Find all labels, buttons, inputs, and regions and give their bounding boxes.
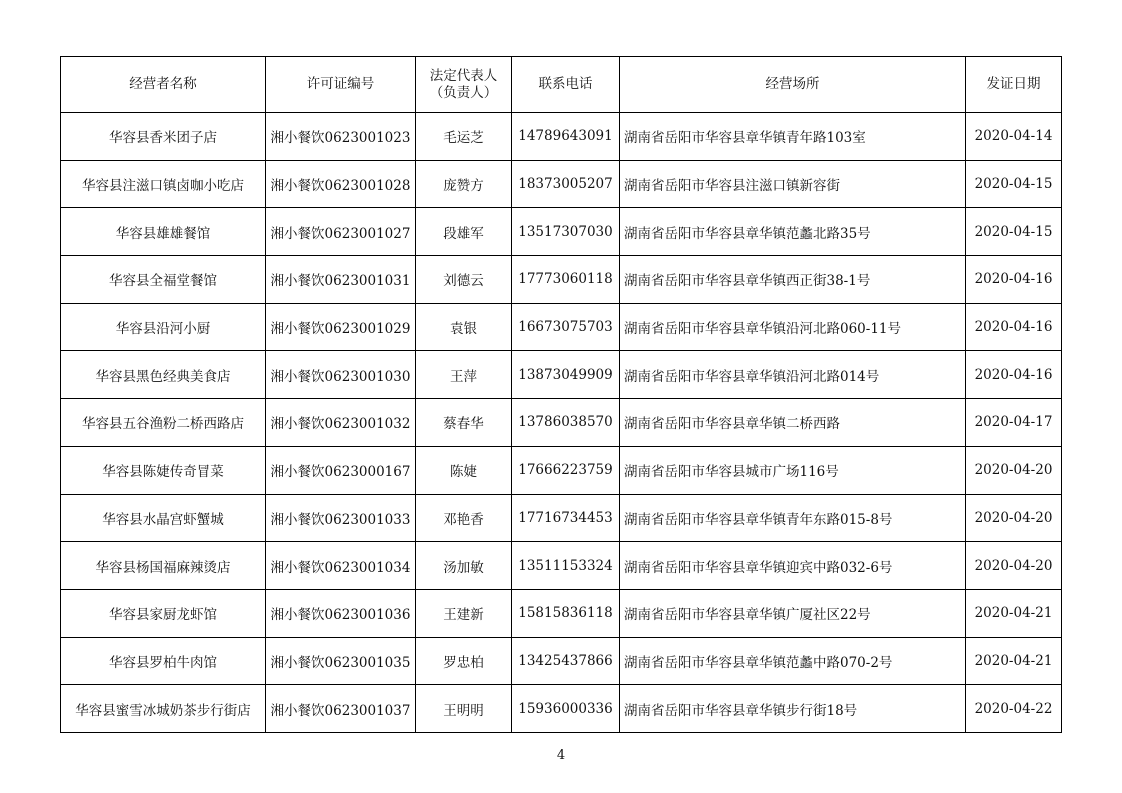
cell-date: 2020-04-15 [966,160,1062,208]
cell-date: 2020-04-21 [966,589,1062,637]
cell-address: 湖南省岳阳市华容县章华镇二桥西路 [620,399,966,447]
cell-phone: 13511153324 [512,542,620,590]
cell-address: 湖南省岳阳市华容县章华镇范蠡北路35号 [620,208,966,256]
cell-representative: 陈婕 [416,446,512,494]
cell-phone: 17716734453 [512,494,620,542]
cell-phone: 15815836118 [512,589,620,637]
cell-license: 湘小餐饮0623001027 [266,208,416,256]
cell-license: 湘小餐饮0623001035 [266,637,416,685]
table-row [61,351,1062,399]
cell-phone: 13873049909 [512,351,620,399]
table-row [61,446,1062,494]
cell-phone: 13517307030 [512,208,620,256]
table-row [61,160,1062,208]
cell-phone: 18373005207 [512,160,620,208]
cell-license: 湘小餐饮0623001023 [266,113,416,161]
cell-phone: 16673075703 [512,303,620,351]
cell-date: 2020-04-22 [966,685,1062,733]
cell-name: 华容县罗柏牛肉馆 [61,637,266,685]
cell-date: 2020-04-20 [966,542,1062,590]
cell-address: 湖南省岳阳市华容县注滋口镇新容街 [620,160,966,208]
cell-phone: 15936000336 [512,685,620,733]
table-row [61,637,1062,685]
cell-representative: 段雄军 [416,208,512,256]
table-row [61,303,1062,351]
cell-name: 华容县沿河小厨 [61,303,266,351]
table-row [61,113,1062,161]
table-row [61,542,1062,590]
cell-license: 湘小餐饮0623000167 [266,446,416,494]
cell-name: 华容县陈婕传奇冒菜 [61,446,266,494]
header-rep-line2: （负责人） [429,84,498,101]
cell-license: 湘小餐饮0623001032 [266,399,416,447]
cell-name: 华容县蜜雪冰城奶茶步行街店 [61,685,266,733]
cell-phone: 13425437866 [512,637,620,685]
cell-address: 湖南省岳阳市华容县章华镇范蠡中路070-2号 [620,637,966,685]
table-row [61,399,1062,447]
cell-license: 湘小餐饮0623001030 [266,351,416,399]
license-table [60,56,1062,733]
cell-date: 2020-04-17 [966,399,1062,447]
cell-name: 华容县杨国福麻辣烫店 [61,542,266,590]
cell-date: 2020-04-21 [966,637,1062,685]
header-rep-line1: 法定代表人 [429,67,498,84]
table-row [61,256,1062,304]
cell-representative: 王明明 [416,685,512,733]
cell-name: 华容县全福堂餐馆 [61,256,266,304]
cell-address: 湖南省岳阳市华容县章华镇沿河北路060-11号 [620,303,966,351]
cell-name: 华容县水晶宫虾蟹城 [61,494,266,542]
table-row [61,685,1062,733]
cell-date: 2020-04-20 [966,494,1062,542]
cell-address: 湖南省岳阳市华容县城市广场116号 [620,446,966,494]
cell-license: 湘小餐饮0623001033 [266,494,416,542]
cell-date: 2020-04-16 [966,351,1062,399]
cell-address: 湖南省岳阳市华容县章华镇西正街38-1号 [620,256,966,304]
cell-license: 湘小餐饮0623001028 [266,160,416,208]
header-date: 发证日期 [966,57,1062,113]
header-representative [416,57,512,113]
cell-representative: 王萍 [416,351,512,399]
cell-representative: 袁银 [416,303,512,351]
cell-representative: 王建新 [416,589,512,637]
cell-address: 湖南省岳阳市华容县章华镇沿河北路014号 [620,351,966,399]
cell-license: 湘小餐饮0623001036 [266,589,416,637]
cell-date: 2020-04-15 [966,208,1062,256]
cell-phone: 17666223759 [512,446,620,494]
header-name: 经营者名称 [61,57,266,113]
cell-license: 湘小餐饮0623001037 [266,685,416,733]
cell-name: 华容县五谷渔粉二桥西路店 [61,399,266,447]
cell-representative: 刘德云 [416,256,512,304]
header-address: 经营场所 [620,57,966,113]
header-phone: 联系电话 [512,57,620,113]
table-header-row [61,57,1062,113]
cell-phone: 13786038570 [512,399,620,447]
cell-representative: 罗忠柏 [416,637,512,685]
cell-representative: 庞赞方 [416,160,512,208]
cell-date: 2020-04-20 [966,446,1062,494]
cell-name: 华容县注滋口镇卤咖小吃店 [61,160,266,208]
cell-address: 湖南省岳阳市华容县章华镇青年路103室 [620,113,966,161]
cell-representative: 蔡春华 [416,399,512,447]
table-row [61,208,1062,256]
cell-address: 湖南省岳阳市华容县章华镇迎宾中路032-6号 [620,542,966,590]
cell-name: 华容县雄雄餐馆 [61,208,266,256]
cell-phone: 17773060118 [512,256,620,304]
cell-date: 2020-04-16 [966,256,1062,304]
cell-name: 华容县家厨龙虾馆 [61,589,266,637]
cell-representative: 邓艳香 [416,494,512,542]
table-body [61,113,1062,733]
cell-representative: 汤加敏 [416,542,512,590]
cell-phone: 14789643091 [512,113,620,161]
cell-representative: 毛运芝 [416,113,512,161]
cell-name: 华容县黑色经典美食店 [61,351,266,399]
page-number: 4 [556,748,566,763]
table-row [61,589,1062,637]
cell-license: 湘小餐饮0623001034 [266,542,416,590]
cell-date: 2020-04-14 [966,113,1062,161]
table-row [61,494,1062,542]
cell-address: 湖南省岳阳市华容县章华镇广厦社区22号 [620,589,966,637]
cell-license: 湘小餐饮0623001031 [266,256,416,304]
header-license: 许可证编号 [266,57,416,113]
cell-address: 湖南省岳阳市华容县章华镇步行街18号 [620,685,966,733]
cell-license: 湘小餐饮0623001029 [266,303,416,351]
cell-name: 华容县香米团子店 [61,113,266,161]
cell-date: 2020-04-16 [966,303,1062,351]
cell-address: 湖南省岳阳市华容县章华镇青年东路015-8号 [620,494,966,542]
